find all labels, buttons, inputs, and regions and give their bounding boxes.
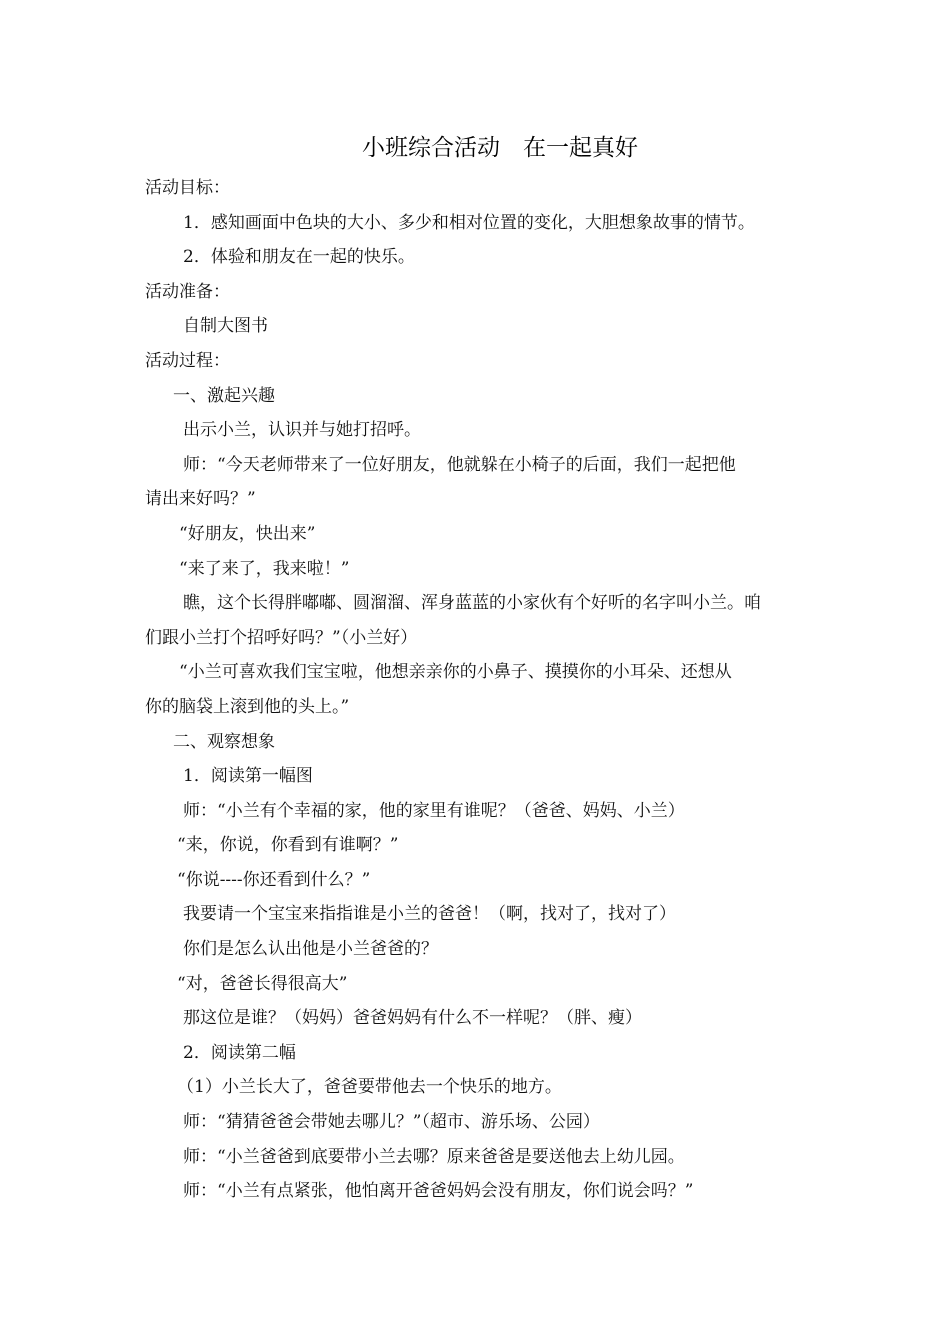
text-line: 们跟小兰打个招呼好吗？”（小兰好） bbox=[145, 627, 418, 648]
text-line: 师：“小兰爸爸到底要带小兰去哪？原来爸爸是要送他去上幼儿园。 bbox=[183, 1146, 685, 1167]
text-line: 2．阅读第二幅 bbox=[183, 1042, 296, 1063]
text-line: 那这位是谁？（妈妈）爸爸妈妈有什么不一样呢？（胖、瘦） bbox=[183, 1008, 642, 1029]
text-line: “来，你说，你看到有谁啊？” bbox=[177, 835, 399, 856]
text-line: 活动准备： bbox=[145, 281, 230, 302]
text-line: 师：“猜猜爸爸会带她去哪儿？”（超市、游乐场、公园） bbox=[183, 1112, 600, 1133]
text-line: “你说----你还看到什么？” bbox=[177, 869, 371, 890]
text-line: （1）小兰长大了，爸爸要带他去一个快乐的地方。 bbox=[177, 1077, 562, 1098]
text-line: 2．体验和朋友在一起的快乐。 bbox=[183, 247, 415, 268]
text-line: 瞧，这个长得胖嘟嘟、圆溜溜、浑身蓝蓝的小家伙有个好听的名字叫小兰。咱 bbox=[183, 593, 761, 614]
text-line: 出示小兰，认识并与她打招呼。 bbox=[183, 420, 421, 441]
text-line: 你的脑袋上滚到他的头上。” bbox=[145, 696, 350, 717]
document-body bbox=[145, 171, 815, 1209]
text-line: 师：“小兰有个幸福的家，他的家里有谁呢？（爸爸、妈妈、小兰） bbox=[183, 800, 685, 821]
text-line: 1．感知画面中色块的大小、多少和相对位置的变化，大胆想象故事的情节。 bbox=[183, 212, 755, 233]
text-line: “好朋友，快出来” bbox=[179, 523, 316, 544]
text-line: 二、观察想象 bbox=[173, 731, 275, 752]
text-line: 一、激起兴趣 bbox=[173, 385, 275, 406]
text-line: 自制大图书 bbox=[183, 316, 268, 337]
text-line: 我要请一个宝宝来指指谁是小兰的爸爸！（啊，找对了，找对了） bbox=[183, 904, 676, 925]
text-line: 1．阅读第一幅图 bbox=[183, 766, 313, 787]
text-line: 请出来好吗？” bbox=[145, 489, 256, 510]
text-line: “对，爸爸长得很高大” bbox=[177, 973, 348, 994]
document-title: 小班综合活动 在一起真好 bbox=[362, 135, 638, 161]
text-line: 师：“小兰有点紧张，他怕离开爸爸妈妈会没有朋友，你们说会吗？” bbox=[183, 1181, 694, 1202]
text-line: “来了来了，我来啦！” bbox=[179, 558, 350, 579]
text-line: 活动目标： bbox=[145, 178, 230, 198]
text-line: 你们是怎么认出他是小兰爸爸的？ bbox=[183, 939, 438, 960]
text-line: “小兰可喜欢我们宝宝啦，他想亲亲你的小鼻子、摸摸你的小耳朵、还想从 bbox=[179, 662, 732, 683]
text-line: 师：“今天老师带来了一位好朋友，他就躲在小椅子的后面，我们一起把他 bbox=[183, 454, 736, 475]
text-line: 活动过程： bbox=[145, 350, 230, 371]
